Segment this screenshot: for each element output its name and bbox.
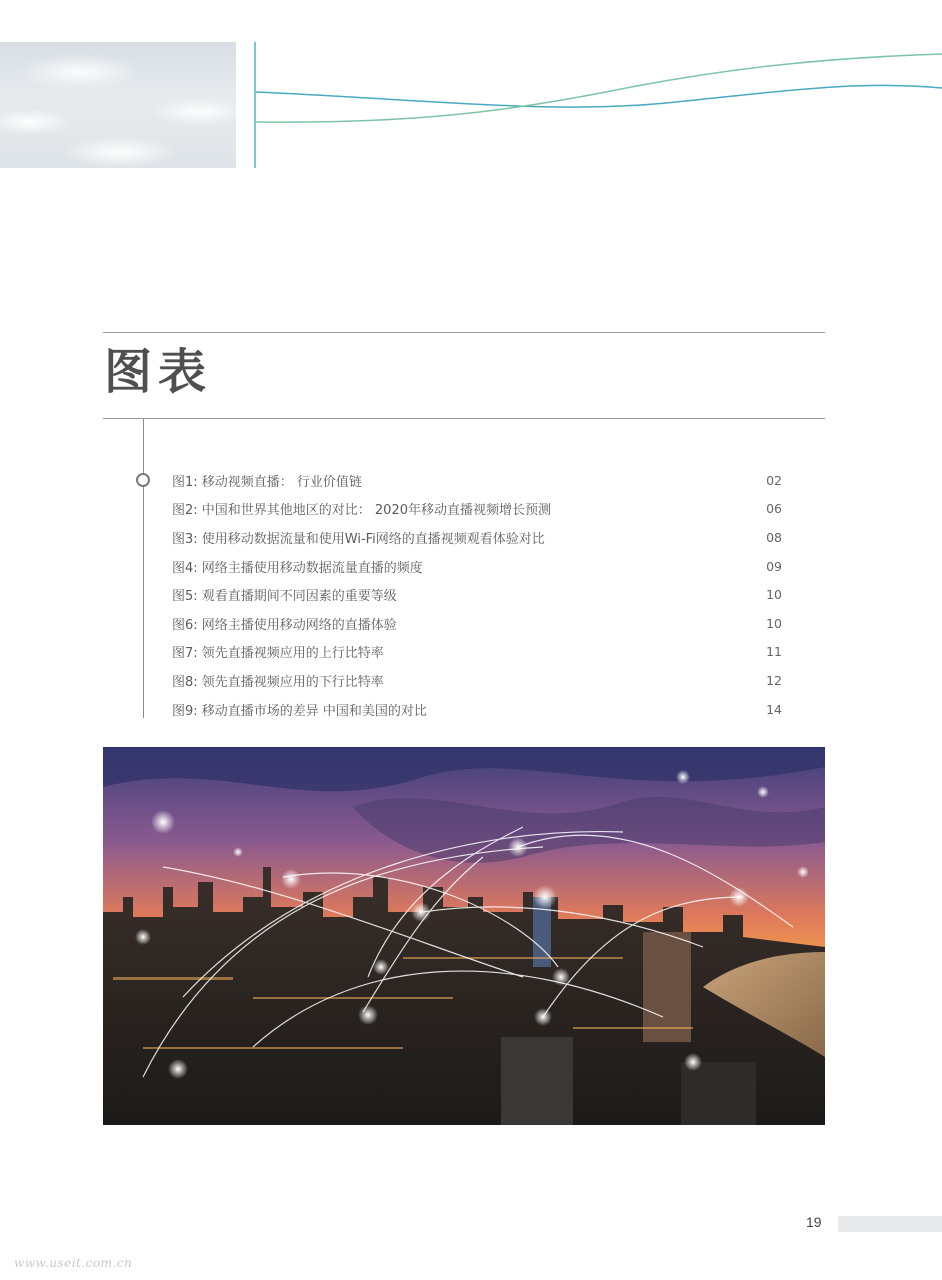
figure-list-item[interactable] xyxy=(172,466,782,495)
page-title: 图表 xyxy=(104,344,213,400)
title-rule-bottom xyxy=(103,418,825,419)
figure-list-item[interactable] xyxy=(172,552,782,581)
figure-title: 图3: 使用移动数据流量和使用Wi-Fi网络的直播视频观看体验对比 xyxy=(172,531,545,547)
page-number-bar xyxy=(838,1216,942,1232)
figure-title: 图2: 中国和世界其他地区的对比： 2020年移动直播视频增长预测 xyxy=(172,503,551,519)
figure-list-item[interactable] xyxy=(172,666,782,695)
figure-list xyxy=(172,466,782,723)
page-number: 19 xyxy=(806,1214,822,1230)
figure-list-item[interactable] xyxy=(172,638,782,667)
figure-page: 11 xyxy=(766,644,782,660)
figure-title: 图8: 领先直播视频应用的下行比特率 xyxy=(172,674,384,690)
figure-list-item[interactable] xyxy=(172,695,782,724)
figure-page: 09 xyxy=(766,558,782,574)
toc-timeline-line xyxy=(143,419,144,718)
title-rule-top xyxy=(103,332,825,333)
figure-page: 10 xyxy=(766,587,782,603)
figure-page: 14 xyxy=(766,701,782,717)
figure-page: 12 xyxy=(766,672,782,688)
toc-bullet-icon xyxy=(136,473,150,487)
watermark: www.useit.com.cn xyxy=(14,1256,133,1270)
header-wave-lines xyxy=(256,40,942,140)
city-network-photo xyxy=(103,747,825,1125)
figure-title: 图6: 网络主播使用移动网络的直播体验 xyxy=(172,617,397,633)
figure-title: 图9: 移动直播市场的差异 中国和美国的对比 xyxy=(172,703,427,719)
figure-list-item[interactable] xyxy=(172,495,782,524)
figure-title: 图4: 网络主播使用移动数据流量直播的频度 xyxy=(172,560,423,576)
figure-page: 02 xyxy=(766,472,782,488)
figure-list-item[interactable] xyxy=(172,580,782,609)
figure-title: 图5: 观看直播期间不同因素的重要等级 xyxy=(172,589,397,605)
figure-title: 图1: 移动视频直播： 行业价值链 xyxy=(172,474,362,490)
figure-page: 10 xyxy=(766,615,782,631)
figure-page: 08 xyxy=(766,529,782,545)
figure-list-item[interactable] xyxy=(172,523,782,552)
figure-page: 06 xyxy=(766,501,782,517)
figure-title: 图7: 领先直播视频应用的上行比特率 xyxy=(172,646,384,662)
figure-list-item[interactable] xyxy=(172,609,782,638)
header-sky-photo xyxy=(0,42,236,168)
